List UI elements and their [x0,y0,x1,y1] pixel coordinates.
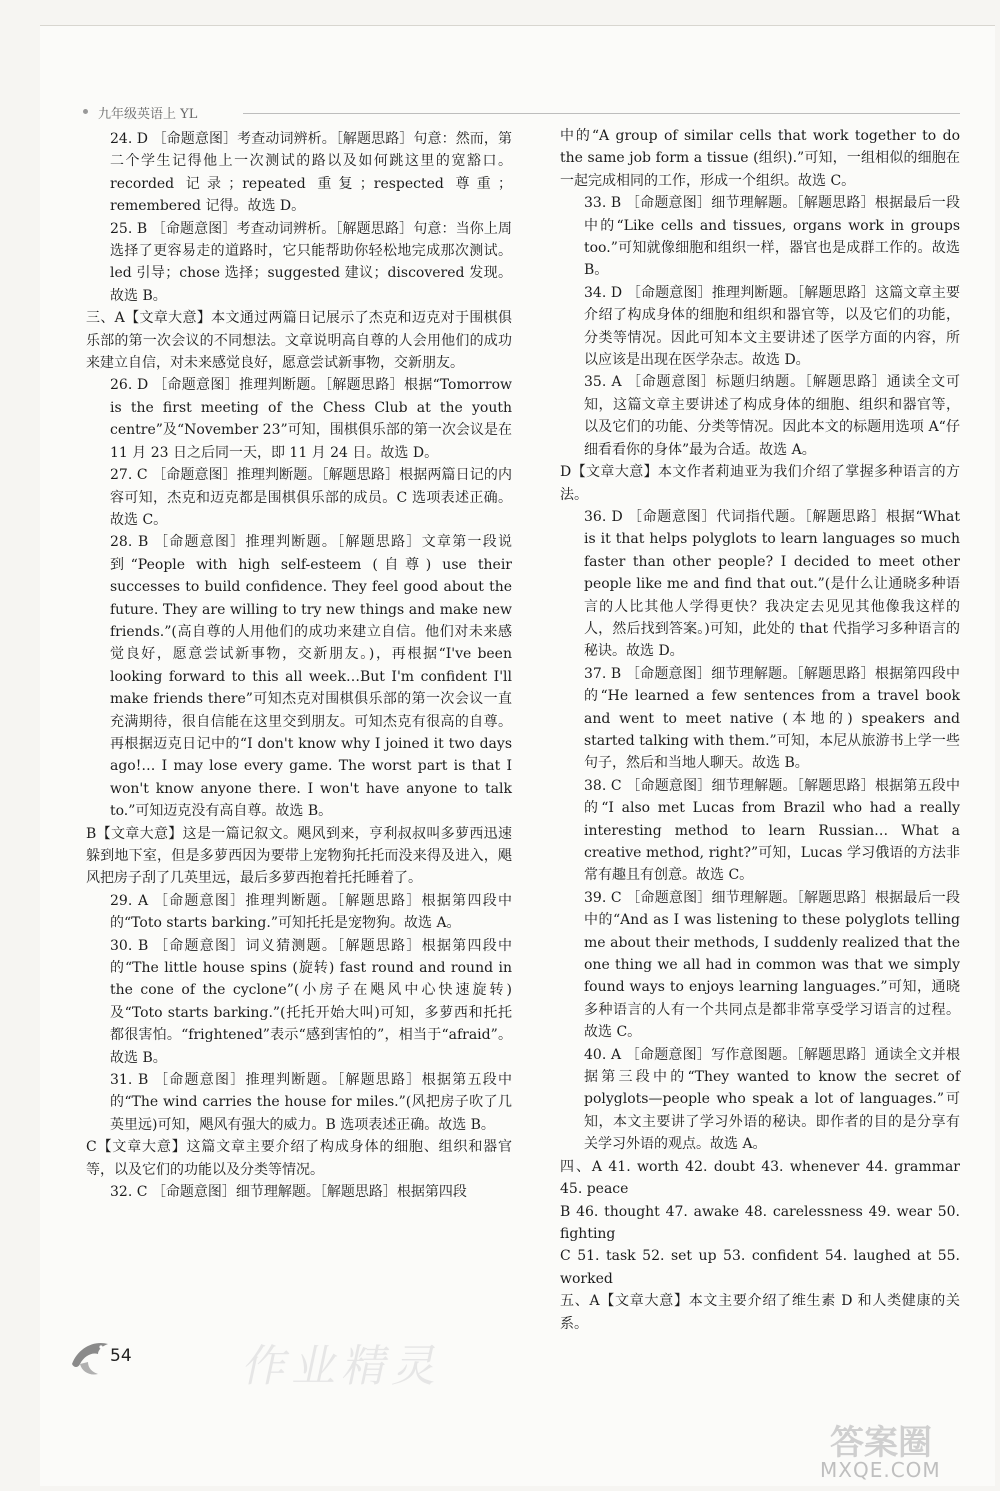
answer-35: 35. A ［命题意图］标题归纳题。［解题思路］通读全文可知，这篇文章主要讲述了构成身体的细胞、组织和器官等，以及它们的功能、分类等情况。因此本文的标题用选项 A“仔细看看你的身体”最为合适。故选 A。 [584,374,960,458]
answer-31: 31. B ［命题意图］推理判断题。［解题思路］根据第五段中的“The wind carries the house for miles.”(风把房子吹了几英里远)可知，飓风有强大的威力。B 选项表述正确。故选 B。 [110,1072,512,1133]
right-column [560,125,960,1335]
bullet-icon [83,109,88,114]
section-4c: C 51. task 52. set up 53. confident 54. laughed at 55. worked [560,1248,960,1287]
header-title: 九年级英语上 YL [98,107,198,122]
answer-40: 40. A ［命题意图］写作意图题。［解题思路］通读全文并根据第三段中的“They wanted to know the secret of polyglots—people who speak a lot of languages.”可知，本文主要讲了学习外语的秘诀。即作者的目的是分享有关学习外语的观点。故选 A。 [584,1046,960,1153]
header-rule [243,113,960,114]
answer-26: 26. D ［命题意图］推理判断题。［解题思路］根据“Tomorrow is the first meeting of the Chess Club at the youth centre”及“November 23”可知，围棋俱乐部的第一次会议是在 11 月 23 日之后同一天，即 11 月 24 日。故选 D。 [110,377,512,461]
section-b-summary: B【文章大意】这是一篇记叙文。飓风到来，亨利叔叔叫多萝西迅速躲到地下室，但是多萝西因为要带上宠物狗托托而没来得及进入，飓风把房子刮了几英里远，最后多萝西抱着托托睡着了。 [86,825,512,887]
answer-38: 38. C ［命题意图］细节理解题。［解题思路］根据第五段中的“I also met Lucas from Brazil who had a really interesting method to learn Russian… What a creative method, right?”可知，Lucas 学习俄语的方法非常有趣且有创意。故选 C。 [584,777,960,884]
watermark-text: 作业精灵 [238,1341,450,1392]
answer-30: 30. B ［命题意图］词义猜测题。［解题思路］根据第四段中的“The little house spins (旋转) fast round and round in the cone of the cyclone”(小房子在飓风中心快速旋转)及“Toto starts barking.”(托托开始大叫)可知，多萝西和托托都很害怕。“frightened”表示“感到害怕的”，相当于“afraid”。故选 B。 [110,937,512,1066]
watermark-url: MXQE.COM [820,1458,941,1482]
left-column [86,128,512,1204]
answer-24: 24. D ［命题意图］考查动词辨析。［解题思路］句意：然而，第二个学生记得他上一次测试的路以及如何跳这里的宽豁口。recorded 记录；repeated 重复；respected 尊重；remembered 记得。故选 D。 [110,131,512,215]
answer-27: 27. C ［命题意图］推理判断题。［解题思路］根据两篇日记的内容可知，杰克和迈克都是围棋俱乐部的成员。C 选项表述正确。故选 C。 [110,467,512,528]
section-c-summary: C【文章大意】这篇文章主要介绍了构成身体的细胞、组织和器官等，以及它们的功能以及分类等情况。 [86,1139,512,1178]
answer-37: 37. B ［命题意图］细节理解题。［解题思路］根据第四段中的“He learned a few sentences from a travel book and went to meet native (本地的) speakers and started talking with them.”可知，本尼从旅游书上学一些句子，然后和当地人聊天。故选 B。 [584,665,960,772]
section-5a-summary: 五、A【文章大意】本文主要介绍了维生素 D 和人类健康的关系。 [560,1293,960,1332]
section-4a: 四、A 41. worth 42. doubt 43. whenever 44. grammar 45. peace [560,1158,960,1198]
section-4b: B 46. thought 47. awake 48. carelessness 49. wear 50. fighting [560,1203,960,1242]
watermark-logo: 答案圈 [830,1423,932,1463]
answer-33: 33. B ［命题意图］细节理解题。［解题思路］根据最后一段中的“Like cells and tissues, organs work in groups too.”可知就像细胞和组织一样，器官也是成群工作的。故选 B。 [584,195,960,279]
page-number: 54 [110,1346,132,1366]
answer-36: 36. D ［命题意图］代词指代题。［解题思路］根据“What is it that helps polyglots to learn languages so much faster than other people? I decided to meet other people like me and find that out.”(是什么让通晓多种语言的人比其他人学得更快？我决定去见见其他像我这样的人，然后找到答案。)可知，此处的 that 代指学习多种语言的秘诀。故选 D。 [584,508,960,660]
answer-25: 25. B ［命题意图］考查动词辨析。［解题思路］句意：当你上周选择了更容易走的道路时，它只能帮助你轻松地完成那次测试。led 引导；chose 选择；suggested 建议；discovered 发现。故选 B。 [110,220,512,304]
answer-32: 32. C ［命题意图］细节理解题。［解题思路］根据第四段 [110,1184,467,1201]
answer-34: 34. D ［命题意图］推理判断题。［解题思路］这篇文章主要介绍了构成身体的细胞和组织和器官等，以及它们的功能，分类等情况。因此可知本文主要讲述了医学方面的内容，所以应该是出现在医学杂志。故选 D。 [584,284,960,369]
answer-28: 28. B ［命题意图］推理判断题。［解题思路］文章第一段说到“People with high self-esteem (自尊) use their successes to build confidence. They feel good about the future. They are willing to try new things and make new friends.”(高自尊的人用他们的成功来建立自信。他们对未来感觉良好，愿意尝试新事物，交新朋友。)，再根据“I've been looking forward to this all week…But I'm confident I'll make friends there”可知杰克对围棋俱乐部的第一次会议一直充满期待，很自信能在这里交到朋友。可知杰克有很高的自尊。再根据迈克日记中的“I don't know why I joined it two days ago!… I may lose every game. The worst part is that I won't know anyone there. I won't have anyone to talk to.”可知迈克没有高自尊。故选 B。 [110,534,512,820]
answer-29: 29. A ［命题意图］推理判断题。［解题思路］根据第四段中的“Toto starts barking.”可知托托是宠物狗。故选 A。 [110,892,512,932]
dolphin-icon [68,1330,114,1380]
running-header [83,103,960,123]
section-3a-summary: 三、A【文章大意】本文通过两篇日记展示了杰克和迈克对于围棋俱乐部的第一次会议的不同想法。文章说明高自尊的人会用他们的成功来建立自信，对未来感觉良好，愿意尝试新事物，交新朋友。 [86,310,512,372]
section-d-summary: D【文章大意】本文作者莉迪亚为我们介绍了掌握多种语言的方法。 [560,464,960,503]
answer-32-cont: 中的“A group of similar cells that work together to do the same job form a tissue (组织).”可知，一组相似的细胞在一起完成相同的工作，形成一个组织。故选 C。 [560,128,960,189]
answer-39: 39. C ［命题意图］细节理解题。［解题思路］根据最后一段中的“And as I was listening to these polyglots telling me about their methods, I suddenly realized that the one thing we all had in common was that we simply found ways to enjoys learning languages.”可知，通晓多种语言的人有一个共同点是都非常享受学习语言的过程。故选 C。 [584,889,960,1041]
